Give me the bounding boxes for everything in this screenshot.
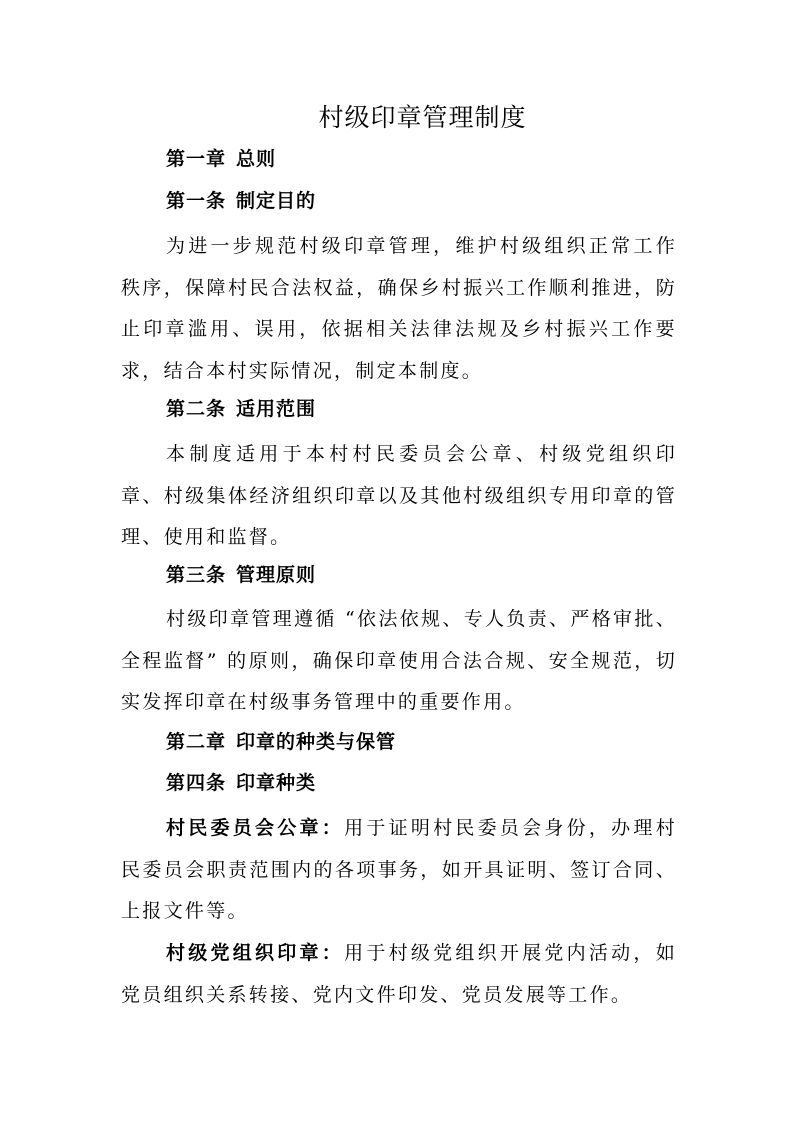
article-3-heading xyxy=(166,560,316,590)
seal-type-party-organization xyxy=(121,933,677,1016)
article-2-heading xyxy=(166,394,316,424)
article-1-body: 为进一步规范村级印章管理，维护村级组织正常工作秩序，保障村民合法权益，确保乡村振兴工作顺利推进，防止印章滥用、误用，依据相关法律法规及乡村振兴工作要求，结合本村实际情况，制定本制度。 xyxy=(121,235,677,382)
article-4-name: 印章种类 xyxy=(236,772,317,794)
article-3-name: 管理原则 xyxy=(236,564,317,586)
article-3-body: 村级印章管理遵循 “依法依规、专人负责、严格审批、全程监督” 的原则，确保印章使用合法合规、安全规范，切实发挥印章在村级事务管理中的重要作用。 xyxy=(121,608,677,713)
article-2-number: 第二条 xyxy=(166,398,227,420)
article-1-name: 制定目的 xyxy=(236,190,317,212)
chapter-2-name: 印章的种类与保管 xyxy=(236,731,397,753)
document-title: 村级印章管理制度 xyxy=(318,103,527,132)
article-2-name: 适用范围 xyxy=(236,398,317,420)
seal-type-village-committee xyxy=(121,808,677,933)
article-1-heading xyxy=(166,186,316,216)
article-2-body: 本制度适用于本村村民委员会公章、村级党组织印章、村级集体经济组织印章以及其他村级组织专用印章的管理、使用和监督。 xyxy=(121,443,677,548)
article-3-number: 第三条 xyxy=(166,564,227,586)
chapter-1-heading xyxy=(166,144,276,174)
article-4-number: 第四条 xyxy=(166,772,227,794)
article-1-number: 第一条 xyxy=(166,190,227,212)
chapter-1-number: 第一章 xyxy=(166,148,227,170)
seal-type-term: 村级党组织印章： xyxy=(166,942,345,964)
article-4-heading xyxy=(166,768,316,798)
chapter-2-number: 第二章 xyxy=(166,731,227,753)
chapter-2-heading xyxy=(166,727,396,757)
seal-type-description: 用于证明村民委员会身份，办理村民委员会职责范围内的各项事务，如开具证明、签订合同、上报文件等。 xyxy=(121,817,677,922)
seal-type-description: 用于村级党组织开展党内活动，如党员组织关系转接、党内文件印发、党员发展等工作。 xyxy=(121,942,677,1006)
chapter-1-name: 总则 xyxy=(236,148,277,170)
seal-type-term: 村民委员会公章： xyxy=(166,817,345,839)
